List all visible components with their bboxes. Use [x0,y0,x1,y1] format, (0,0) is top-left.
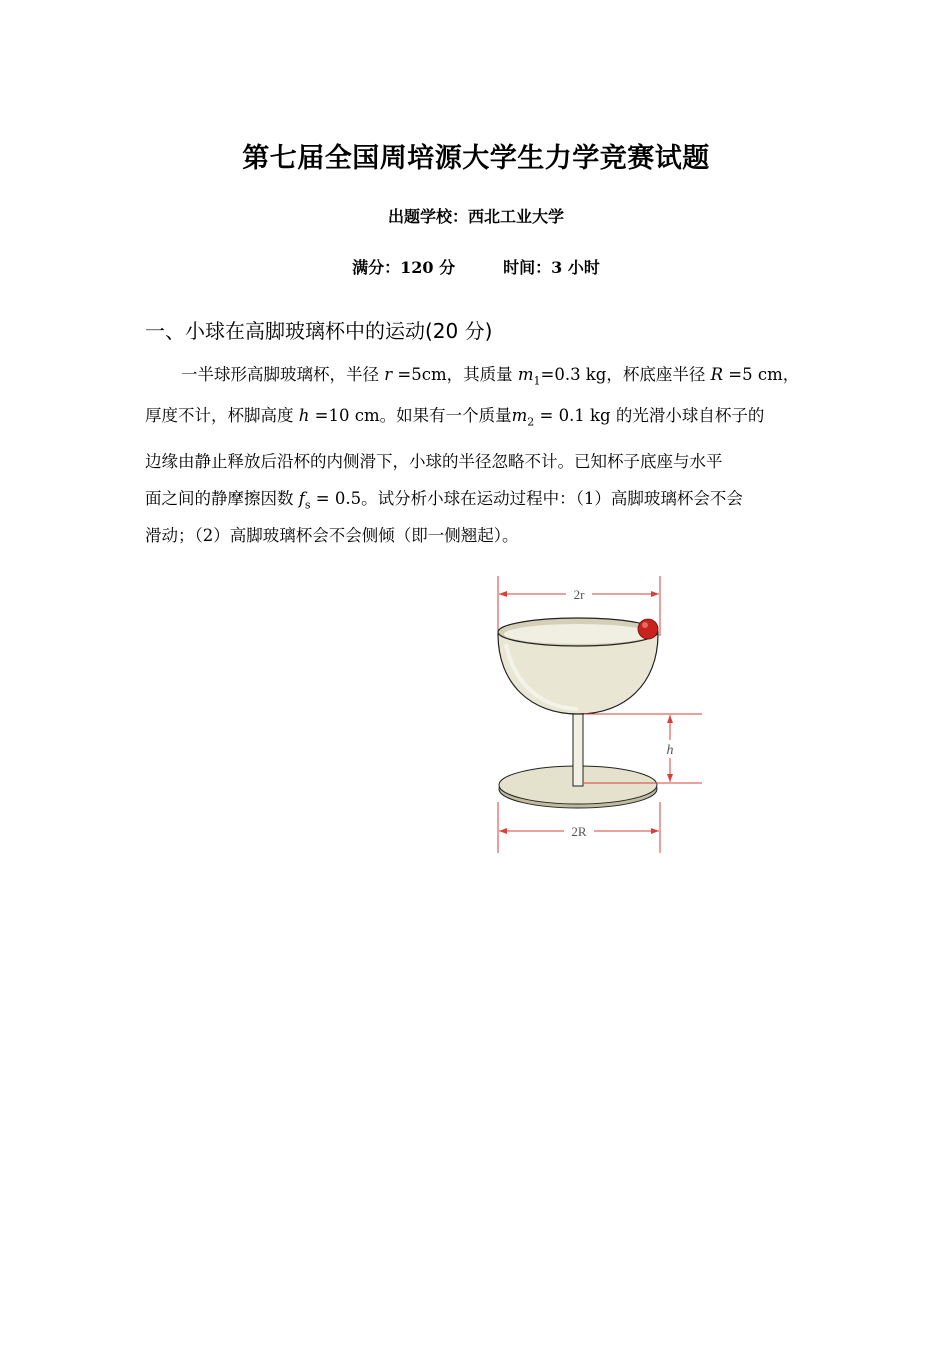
dimension-2R [498,802,660,853]
problem-line-3: 边缘由静止释放后沿杯的内侧滑下，小球的半径忽略不计。已知杯子底座与水平 [145,452,723,471]
full-score: 满分：120 分 [352,258,456,277]
exam-title: 第七届全国周培源大学生力学竞赛试题 [242,143,710,174]
exam-time: 时间：3 小时 [503,258,600,277]
score-time-line [0,255,952,278]
label-2r: 2r [573,587,585,602]
goblet-figure [486,574,712,856]
problem-line-5: 滑动；（2）高脚玻璃杯会不会侧倾（即一侧翘起）。 [145,526,519,545]
goblet-bowl [498,618,658,714]
problem-line-4: 面之间的静摩擦因数 $f_s = 0.5$。试分析小球在运动过程中：（1）高脚玻璃杯会不会 [145,489,743,512]
goblet-stem [573,710,583,786]
school-line: 出题学校：西北工业大学 [387,207,564,226]
label-2R: 2R [571,824,587,839]
label-h: h [666,743,674,758]
problem-line-2: 厚度不计，杯脚高度 h =10 cm。如果有一个质量$m_2 = 0.1$ kg 的光滑小球自杯子的 [145,406,765,429]
problem-line-1: 一半球形高脚玻璃杯，半径 r =5cm，其质量 $m_1=0.3$ kg，杯底座半径 R =5 cm， [181,365,800,388]
ball-icon [638,619,658,639]
section-heading: 一、小球在高脚玻璃杯中的运动(20 分) [145,319,493,343]
